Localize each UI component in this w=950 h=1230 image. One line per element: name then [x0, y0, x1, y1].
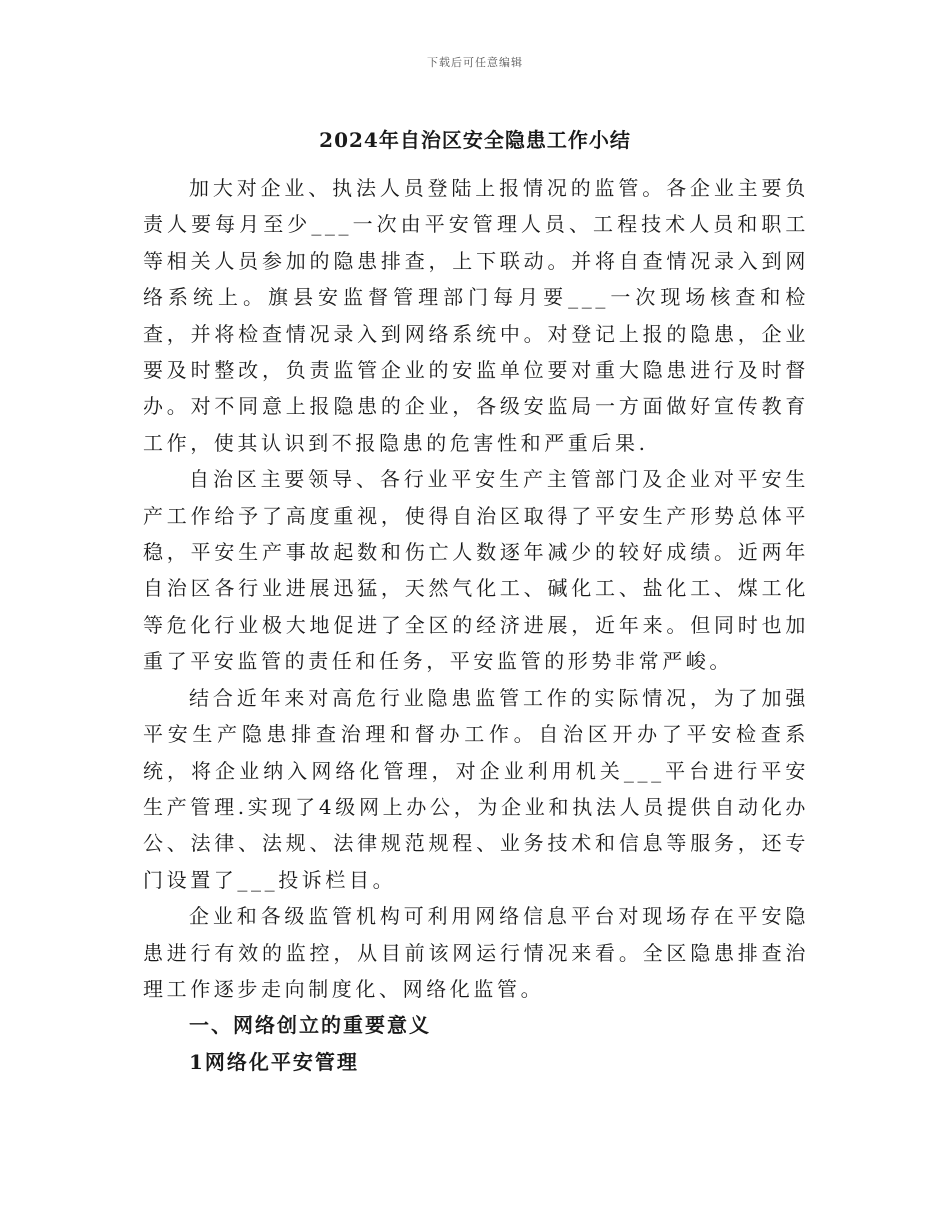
document-body: [143, 170, 809, 1080]
paragraph-3: 结合近年来对高危行业隐患监管工作的实际情况，为了加强平安生产隐患排查治理和督办工作。自治区开办了平安检查系统，将企业纳入网络化管理，对企业利用机关___平台进行平安生产管理.实现了4级网上办公，为企业和执法人员提供自动化办公、法律、法规、法律规范规程、业务技术和信息等服务，还专门设置了___投诉栏目。: [143, 685, 809, 892]
section-heading: 一、网络创立的重要意义: [189, 1013, 431, 1038]
paragraph-2: 自治区主要领导、各行业平安生产主管部门及企业对平安生产工作给予了高度重视，使得自治区取得了平安生产形势总体平稳，平安生产事故起数和伤亡人数逐年减少的较好成绩。近两年自治区各行业进展迅猛，天然气化工、碱化工、盐化工、煤工化等危化行业极大地促进了全区的经济进展，近年来。但同时也加重了平安监管的责任和任务，平安监管的形势非常严峻。: [143, 467, 809, 674]
header-note: 下载后可任意编辑: [427, 56, 523, 69]
paragraph-4: 企业和各级监管机构可利用网络信息平台对现场存在平安隐患进行有效的监控，从目前该网运行情况来看。全区隐患排查治理工作逐步走向制度化、网络化监管。: [143, 904, 809, 1001]
subsection-heading: 1网络化平安管理: [189, 1049, 359, 1074]
paragraph-1: 加大对企业、执法人员登陆上报情况的监管。各企业主要负责人要每月至少___一次由平安管理人员、工程技术人员和职工等相关人员参加的隐患排查，上下联动。并将自查情况录入到网络系统上。旗县安监督管理部门每月要___一次现场核查和检查，并将检查情况录入到网络系统中。对登记上报的隐患，企业要及时整改，负责监管企业的安监单位要对重大隐患进行及时督办。对不同意上报隐患的企业，各级安监局一方面做好宣传教育工作，使其认识到不报隐患的危害性和严重后果.: [143, 176, 809, 455]
document-title: 2024年自治区安全隐患工作小结: [319, 128, 631, 152]
